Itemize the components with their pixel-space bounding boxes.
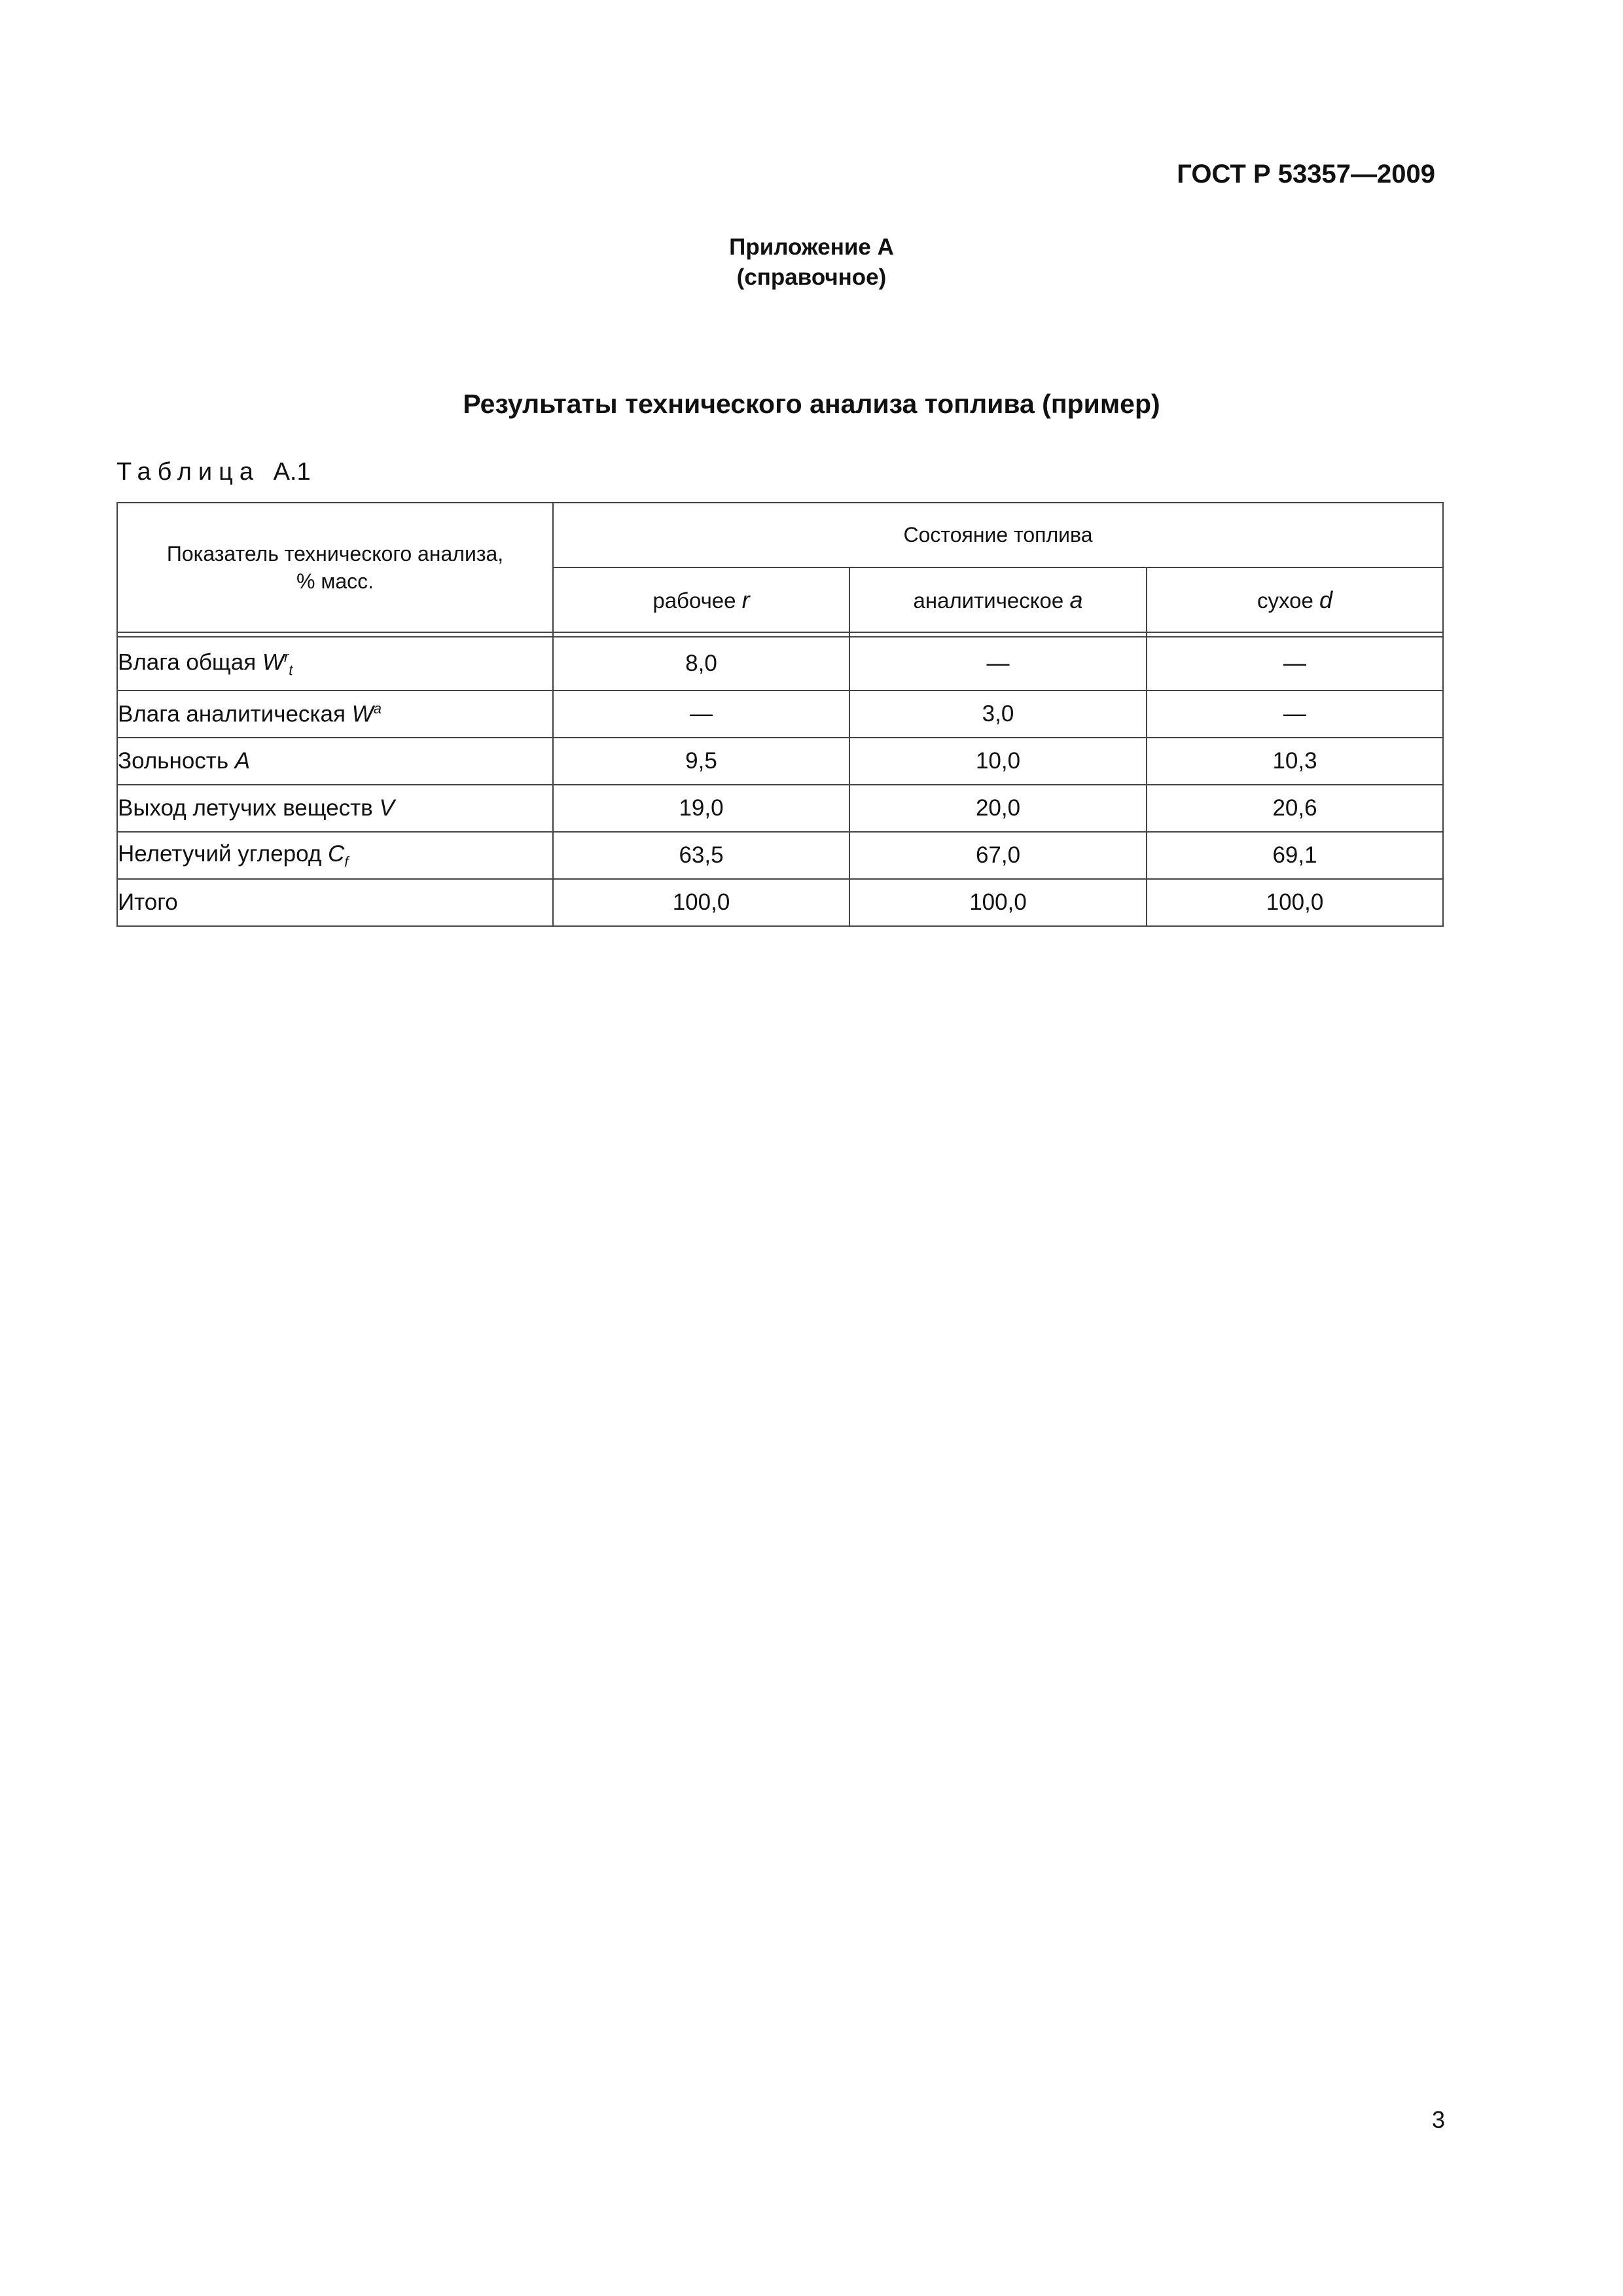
sub-header [849, 567, 1147, 632]
sub-header-symbol: a [1069, 586, 1083, 613]
fuel-state-group-header: Состояние топлива [553, 503, 1443, 567]
sub-header [1147, 567, 1443, 632]
table-caption-word: Таблица [116, 458, 260, 486]
value-cell: 20,0 [849, 785, 1147, 832]
value-cell: 67,0 [849, 832, 1147, 879]
value-cell: 100,0 [849, 879, 1147, 926]
table-body [117, 637, 1443, 926]
row-symbol: A [234, 748, 251, 774]
sub-header-symbol: r [741, 586, 750, 613]
row-symbol: C [328, 840, 345, 867]
row-name: Влага общая [118, 649, 257, 675]
row-symbol: W [262, 649, 284, 675]
row-name: Выход летучих веществ [118, 795, 373, 821]
param-column-header [117, 503, 553, 632]
sub-header-label: рабочее [652, 588, 736, 613]
row-name: Нелетучий углерод [118, 840, 322, 867]
row-symbol-sup: a [373, 700, 382, 717]
row-name-cell [117, 879, 553, 926]
row-name: Итого [118, 889, 178, 915]
value-cell: 63,5 [553, 832, 849, 879]
table-row [117, 637, 1443, 691]
value-cell: 100,0 [1147, 879, 1443, 926]
annex-title: Приложение А [729, 234, 894, 260]
row-symbol: W [351, 701, 374, 727]
table-row [117, 832, 1443, 879]
sub-header-label: аналитическое [913, 588, 1064, 613]
table-caption-number: А.1 [273, 458, 311, 486]
sub-header [553, 567, 849, 632]
row-name-cell [117, 691, 553, 738]
row-name-cell [117, 738, 553, 785]
sub-header-label: сухое [1257, 588, 1313, 613]
table-row [117, 738, 1443, 785]
row-name-cell [117, 785, 553, 832]
value-cell: 10,0 [849, 738, 1147, 785]
value-cell: — [1147, 691, 1443, 738]
value-cell: 8,0 [553, 637, 849, 691]
table-row [117, 879, 1443, 926]
value-cell: 3,0 [849, 691, 1147, 738]
row-symbol-sub: f [344, 853, 349, 870]
value-cell: 100,0 [553, 879, 849, 926]
page-number: 3 [1431, 2106, 1445, 2133]
value-cell: 10,3 [1147, 738, 1443, 785]
fuel-analysis-table [116, 502, 1444, 927]
value-cell: — [553, 691, 849, 738]
row-name-cell [117, 637, 553, 691]
value-cell: 69,1 [1147, 832, 1443, 879]
row-symbol: V [379, 795, 395, 821]
row-name: Зольность [118, 748, 229, 774]
value-cell: — [1147, 637, 1443, 691]
row-name: Влага аналитическая [118, 701, 346, 727]
row-symbol-sub: t [289, 662, 293, 679]
annex-type: (справочное) [736, 264, 887, 290]
value-cell: 9,5 [553, 738, 849, 785]
table-header-row [117, 503, 1443, 567]
section-title: Результаты технического анализа топлива (пример) [463, 389, 1160, 419]
table-caption [116, 458, 311, 486]
value-cell: 20,6 [1147, 785, 1443, 832]
sub-header-symbol: d [1319, 586, 1333, 613]
value-cell: — [849, 637, 1147, 691]
table-row [117, 691, 1443, 738]
param-header-line1: Показатель технического анализа, [166, 542, 504, 565]
document-code: ГОСТ Р 53357—2009 [1177, 160, 1435, 188]
header-separator [117, 632, 1443, 637]
param-header-line2: % масс. [296, 569, 374, 593]
row-symbol-sup: r [283, 648, 289, 665]
value-cell: 19,0 [553, 785, 849, 832]
table-row [117, 785, 1443, 832]
row-name-cell [117, 832, 553, 879]
